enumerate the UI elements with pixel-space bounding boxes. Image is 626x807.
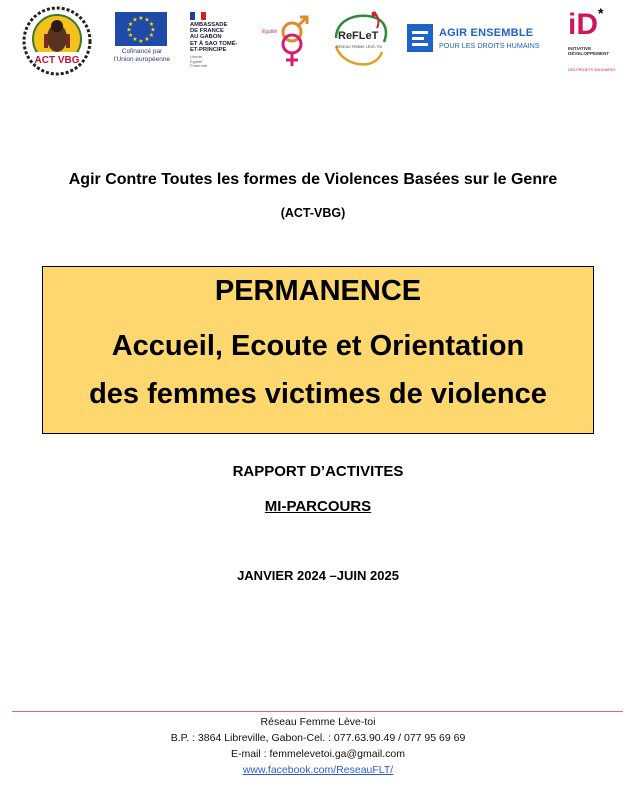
- svg-text:★: ★: [148, 32, 155, 39]
- svg-text:★: ★: [138, 37, 144, 45]
- egalite-logo: [262, 12, 314, 70]
- title-box-line1: PERMANENCE: [214, 275, 422, 307]
- eu-caption-line1: Cofinancé par: [121, 48, 163, 55]
- eu-flag-icon: [115, 12, 167, 46]
- svg-text:★: ★: [144, 16, 150, 24]
- svg-text:★: ★: [144, 36, 150, 44]
- agir-ensemble-title: AGIR ENSEMBLE: [439, 27, 534, 39]
- title-box-line2: Accueil, Ecoute et Orientation: [111, 330, 525, 362]
- report-subtitle: MI-PARCOURS: [264, 498, 372, 515]
- footer-organization: Réseau Femme Lève-toi: [260, 716, 376, 728]
- organization-name: Agir Contre Toutes les formes de Violences Basées sur le Genre: [68, 171, 558, 188]
- footer-address: B.P. : 3864 Libreville, Gabon-Cel. : 077.63.90.49 / 077 95 69 69: [170, 732, 466, 744]
- svg-text:★: ★: [138, 15, 144, 22]
- id-text: [568, 46, 609, 57]
- svg-text:★: ★: [127, 20, 134, 28]
- embassy-motto-line: Fraternité: [190, 63, 208, 69]
- embassy-line: ET-PRINCIPE: [190, 46, 227, 53]
- partner-logos-bar: [0, 0, 626, 78]
- embassy-line: AU GABON: [190, 34, 222, 41]
- agir-ensemble-logo: [407, 22, 557, 58]
- id-mark: iD: [568, 8, 598, 41]
- egalite-label: Égalité: [262, 29, 278, 35]
- embassy-motto-line: Égalité: [190, 58, 203, 64]
- reflet-logo: [330, 8, 392, 70]
- report-period: JANVIER 2024 –JUIN 2025: [237, 568, 399, 583]
- gender-equality-icon: [262, 12, 314, 70]
- footer-website-link[interactable]: www.facebook.com/ReseauFLT/: [242, 764, 394, 776]
- eu-caption: [110, 48, 174, 63]
- organization-acronym: (ACT-VBG): [280, 206, 346, 220]
- embassy-text: [190, 22, 260, 53]
- svg-text:★: ★: [132, 36, 138, 44]
- agir-ensemble-mark-icon: [407, 24, 433, 52]
- agir-ensemble-subtitle: POUR LES DROITS HUMAINS: [439, 41, 540, 50]
- svg-text:★: ★: [132, 16, 138, 24]
- title-box-line3: des femmes victimes de violence: [89, 378, 547, 410]
- footer-email: E-mail : femmelevetoi.ga@gmail.com: [230, 748, 406, 760]
- svg-text:★: ★: [127, 32, 134, 39]
- eu-caption-line2: l'Union européenne: [113, 55, 171, 63]
- french-flag-icon: [190, 12, 206, 20]
- reflet-name: ReFLeT: [338, 30, 379, 42]
- embassy-motto: [190, 55, 260, 69]
- report-title: RAPPORT D’ACTIVITES: [232, 463, 404, 480]
- embassy-line: ET À SAO TOMÉ-: [190, 40, 238, 47]
- reflet-subtitle: RÉSEAU FEMME LÈVE-TOI: [336, 45, 383, 49]
- svg-text:★: ★: [150, 26, 156, 34]
- act-vbg-logo: [22, 6, 92, 76]
- id-tagline: DES PROJETS SOLIDAIRES: [568, 68, 616, 72]
- id-text-line: INITIATIVE: [568, 46, 592, 51]
- embassy-motto-line: Liberté: [190, 54, 203, 60]
- embassy-line: DE FRANCE: [190, 28, 224, 35]
- svg-text:★: ★: [126, 26, 132, 34]
- svg-text:★: ★: [148, 20, 155, 28]
- embassy-line: AMBASSADE: [190, 22, 228, 28]
- id-star-icon: *: [598, 5, 604, 21]
- french-embassy-logo: [190, 12, 260, 69]
- initiative-developpement-logo: [566, 6, 626, 74]
- act-vbg-logo-label: ACT VBG: [34, 55, 80, 66]
- act-vbg-emblem-icon: [22, 6, 92, 76]
- id-text-line: DÉVELOPPEMENT: [568, 51, 610, 57]
- eu-cofunding-logo: [110, 12, 174, 63]
- footer-divider: [12, 711, 623, 712]
- title-box: [42, 266, 594, 434]
